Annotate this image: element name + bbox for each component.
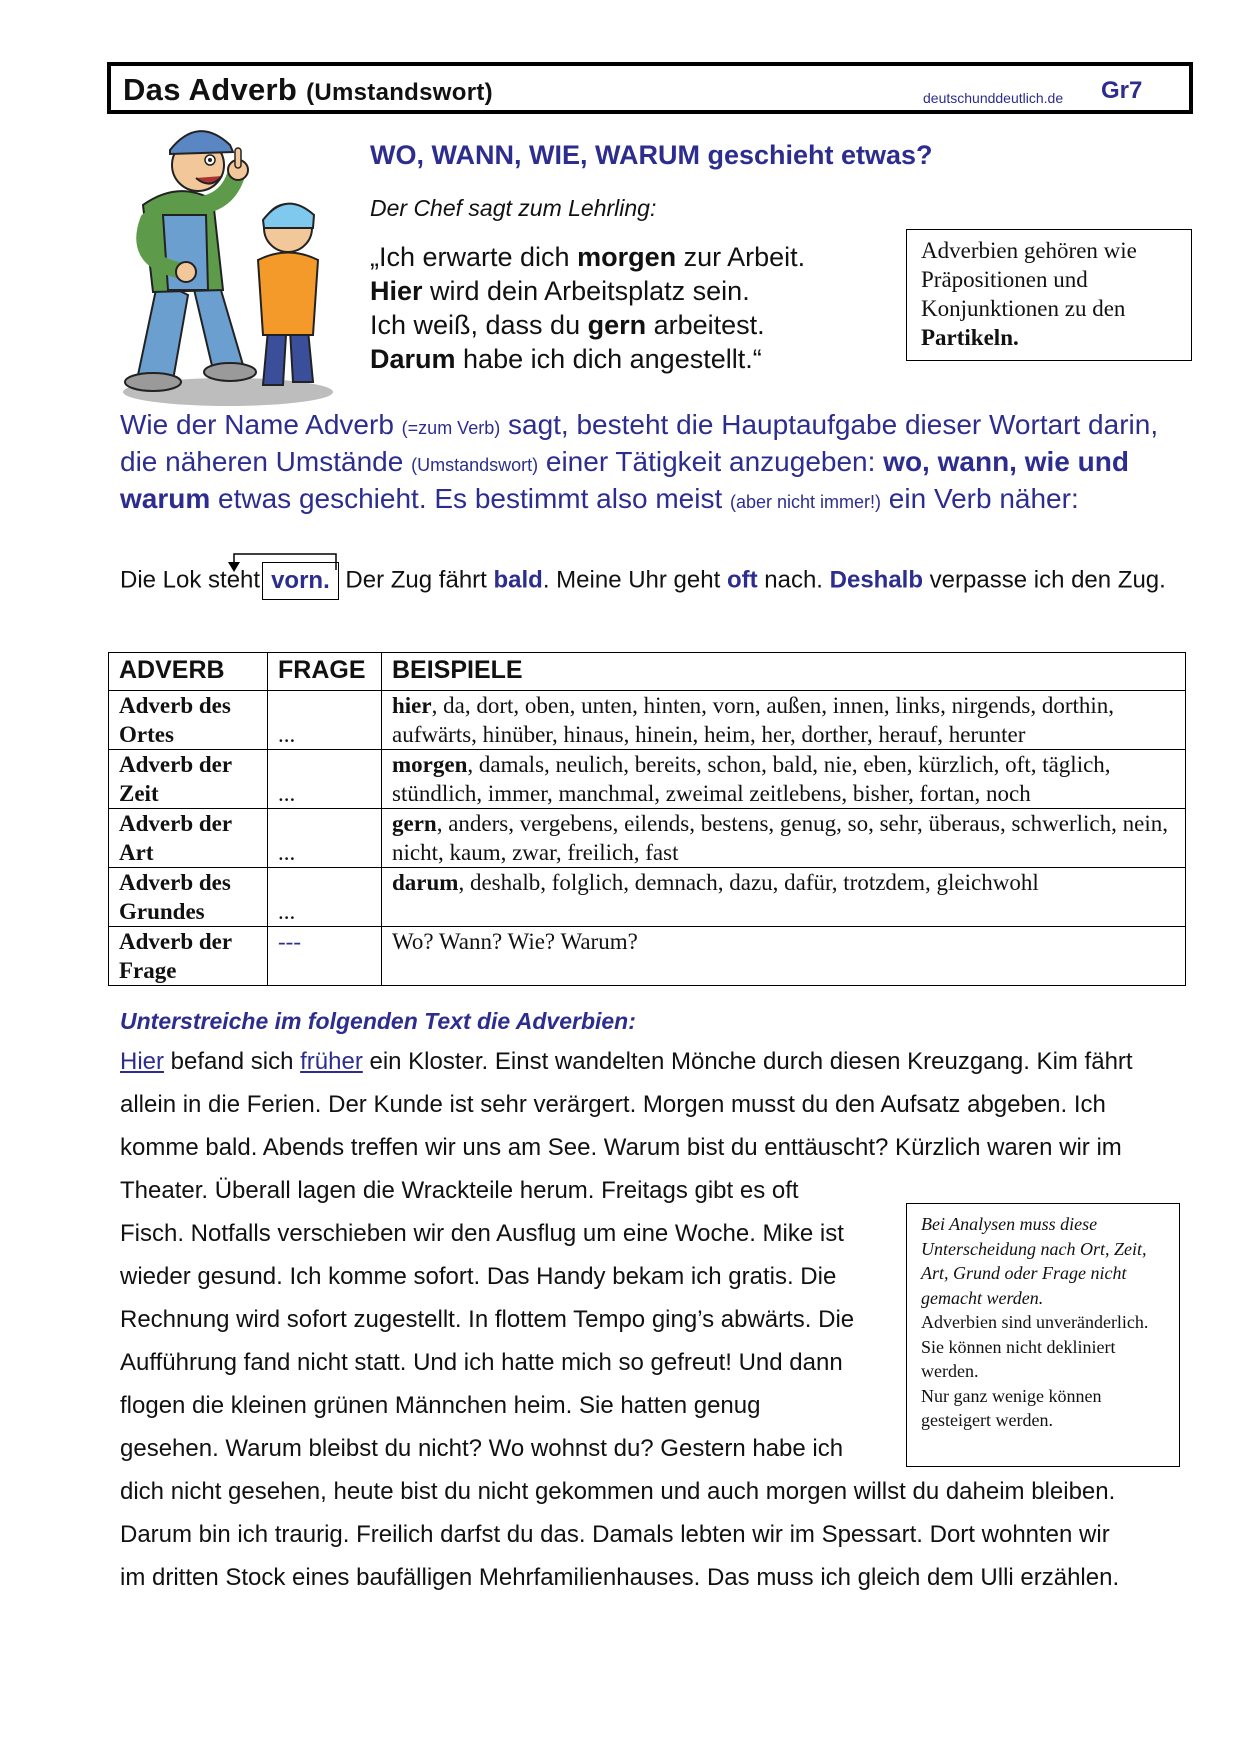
note-line: Sie können nicht dekliniert werden. bbox=[921, 1336, 1116, 1381]
exercise-line: im dritten Stock eines baufälligen Mehrfamilienhauses. Das muss ich gleich dem Ulli erzählen. bbox=[120, 1564, 1120, 1591]
exercise-line: Theater. Überall lagen die Wrackteile herum. Freitags gibt es oft bbox=[120, 1177, 799, 1204]
exercise-line: wieder gesund. Ich komme sofort. Das Handy bekam ich gratis. Die bbox=[120, 1263, 837, 1290]
table-row bbox=[109, 750, 1186, 809]
column-header: ADVERB bbox=[109, 653, 268, 691]
adverb-category: Adverb der Zeit bbox=[109, 750, 268, 809]
exercise-line: flogen die kleinen grünen Männchen heim. Sie hatten genug bbox=[120, 1392, 761, 1419]
exercise-line: gesehen. Warum bleibst du nicht? Wo wohnst du? Gestern habe ich bbox=[120, 1435, 844, 1462]
quote-line: Hier wird dein Arbeitsplatz sein. bbox=[370, 276, 750, 306]
table-row bbox=[109, 809, 1186, 868]
exercise-line: Hier befand sich früher ein Kloster. Einst wandelten Mönche durch diesen Kreuzgang. Kim fährt bbox=[120, 1048, 1133, 1075]
exercise-line: komme bald. Abends treffen wir uns am See. Warum bist du enttäuscht? Kürzlich waren wir im bbox=[120, 1134, 1122, 1161]
exercise-line: Darum bin ich traurig. Freilich darfst du das. Damals lebten wir im Spessart. Dort wohnten wir bbox=[120, 1521, 1110, 1548]
table-row bbox=[109, 691, 1186, 750]
quote-line: Ich weiß, dass du gern arbeitest. bbox=[370, 310, 765, 340]
note-italic: Bei Analysen muss diese Unterscheidung nach Ort, Zeit, Art, Grund oder Frage nicht gemacht werden. bbox=[921, 1214, 1147, 1308]
exercise-line: Aufführung fand nicht statt. Und ich hatte mich so gefreut! Und dann bbox=[120, 1349, 843, 1376]
examples-cell: gern, anders, vergebens, eilends, bestens, genug, so, sehr, überaus, schwerlich, nein, nicht, kaum, zwar, freilich, fast bbox=[382, 809, 1186, 868]
quote-line: „Ich erwarte dich morgen zur Arbeit. bbox=[370, 242, 806, 272]
adverb-category: Adverb des Grundes bbox=[109, 868, 268, 927]
header-box bbox=[107, 62, 1193, 114]
particles-info-box: Adverbien gehören wie Präpositionen und Konjunktionen zu den Partikeln. bbox=[906, 229, 1192, 361]
table-row bbox=[109, 868, 1186, 927]
analysis-note-box bbox=[906, 1203, 1180, 1467]
adverb-category: Adverb der Art bbox=[109, 809, 268, 868]
page-subtitle: (Umstandswort) bbox=[306, 79, 493, 106]
intro-line: Der Chef sagt zum Lehrling: bbox=[370, 195, 657, 221]
worksheet-code: Gr7 bbox=[1101, 77, 1143, 104]
adverb-category: Adverb des Ortes bbox=[109, 691, 268, 750]
adverb-table bbox=[108, 652, 1186, 986]
underlined-adverb: Hier bbox=[120, 1048, 165, 1075]
frage-cell: ... bbox=[268, 868, 382, 927]
underlined-adverb: früher bbox=[300, 1048, 363, 1075]
page-title: Das Adverb (Umstandswort) bbox=[123, 72, 493, 107]
examples-cell: morgen, damals, neulich, bereits, schon, bald, nie, eben, kürzlich, oft, täglich, stündlich, immer, manchmal, zweimal zeitlebens, bisher, fortan, noch bbox=[382, 750, 1186, 809]
examples-cell: darum, deshalb, folglich, demnach, dazu, dafür, trotzdem, gleichwohl bbox=[382, 868, 1186, 927]
table-row bbox=[109, 927, 1186, 986]
task-instruction: Unterstreiche im folgenden Text die Adverbien: bbox=[120, 1008, 636, 1034]
examples-cell: Wo? Wann? Wie? Warum? bbox=[382, 927, 1186, 986]
table-header-row bbox=[109, 653, 1186, 691]
frage-cell: ... bbox=[268, 809, 382, 868]
exercise-line: dich nicht gesehen, heute bist du nicht gekommen und auch morgen willst du daheim bleiben. bbox=[120, 1478, 1116, 1505]
frage-cell: ... bbox=[268, 691, 382, 750]
site-name: deutschunddeutlich.de bbox=[923, 90, 1064, 106]
frage-cell: ... bbox=[268, 750, 382, 809]
lead-question: WO, WANN, WIE, WARUM geschieht etwas? bbox=[370, 140, 933, 170]
exercise-line: Rechnung wird sofort zugestellt. In flottem Tempo ging’s abwärts. Die bbox=[120, 1306, 855, 1333]
exercise-line: Fisch. Notfalls verschieben wir den Ausflug um eine Woche. Mike ist bbox=[120, 1220, 844, 1247]
note-line: Nur ganz wenige können gesteigert werden. bbox=[921, 1385, 1102, 1430]
example-sentences: Die Lok steht vorn. Der Zug fährt bald. Meine Uhr geht oft nach. Deshalb verpasse ich den Zug. bbox=[120, 562, 1200, 600]
frage-cell: --- bbox=[268, 927, 382, 986]
exercise-line: allein in die Ferien. Der Kunde ist sehr verärgert. Morgen musst du den Aufsatz abgeben. Ich bbox=[120, 1091, 1106, 1118]
adverb-category: Adverb der Frage bbox=[109, 927, 268, 986]
column-header: BEISPIELE bbox=[382, 653, 1186, 691]
explanation-paragraph: Wie der Name Adverb (=zum Verb) sagt, besteht die Hauptaufgabe dieser Wortart darin, die näheren Umstände (Umstandswort) einer Tätigkeit anzugeben: wo, wann, wie und warum etwas geschieht. Es bestimmt also meist (aber nicht immer!) ein Verb näher: bbox=[120, 409, 1159, 514]
vorn-highlight-box: vorn. bbox=[262, 562, 339, 600]
quote-line: Darum habe ich dich angestellt.“ bbox=[370, 344, 762, 374]
boss-quote bbox=[370, 240, 805, 376]
column-header: FRAGE bbox=[268, 653, 382, 691]
boss-apprentice-illustration bbox=[118, 120, 348, 410]
note-line: Adverbien sind unveränderlich. bbox=[921, 1312, 1149, 1332]
examples-cell: hier, da, dort, oben, unten, hinten, vorn, außen, innen, links, nirgends, dorthin, aufwärts, hinüber, hinaus, hinein, heim, her, dorther, herauf, herunter bbox=[382, 691, 1186, 750]
